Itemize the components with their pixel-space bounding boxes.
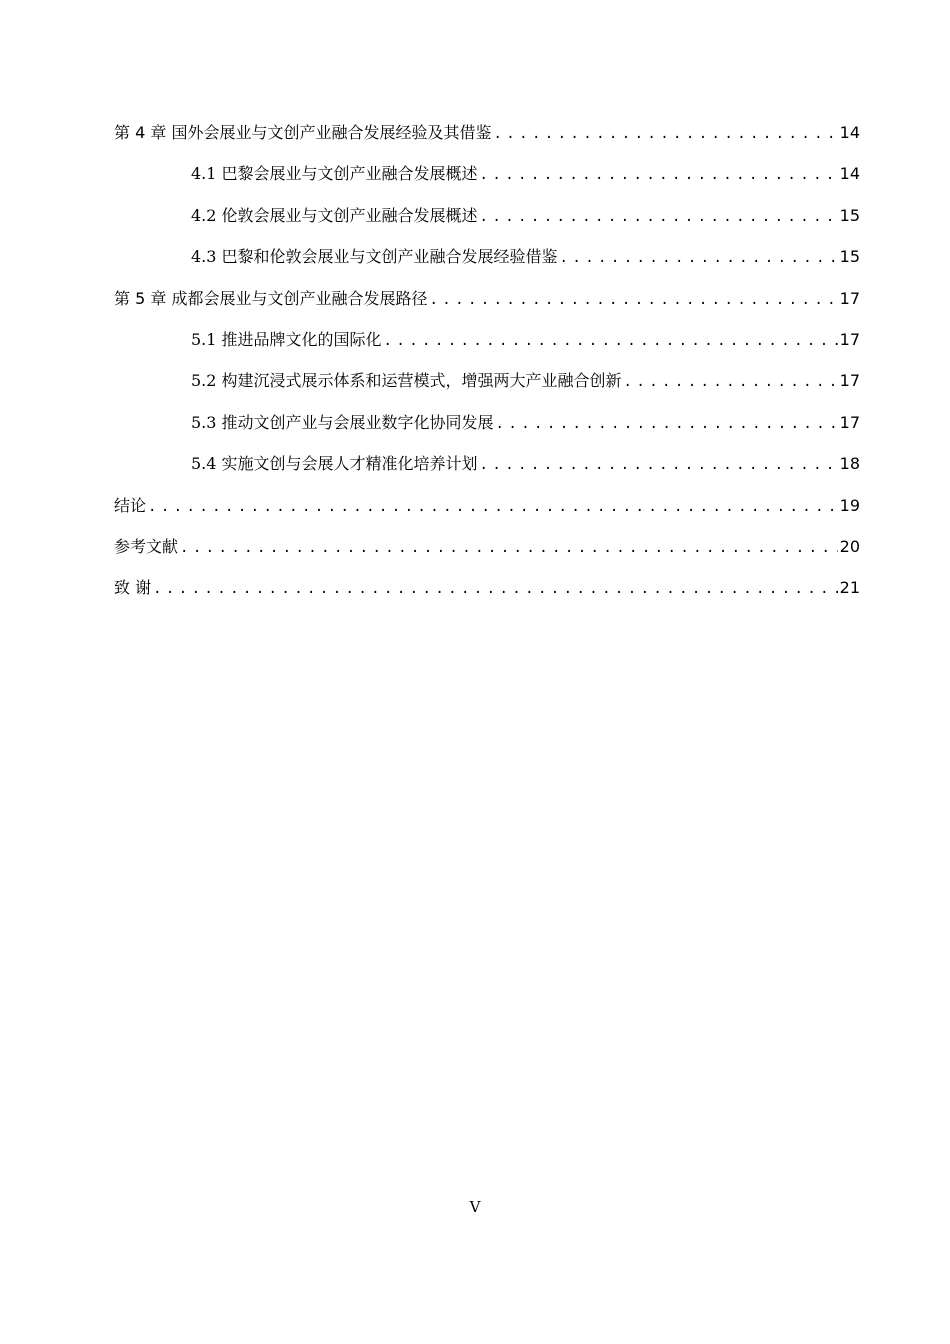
toc-entry-page: 18 [839, 454, 860, 474]
toc-entry-label: 4.2 伦敦会展业与文创产业融合发展概述 [191, 205, 478, 225]
toc-entry-page: 17 [839, 371, 860, 391]
toc-entry-section-5-3[interactable] [114, 402, 860, 443]
toc-dot-leader [496, 404, 838, 445]
toc-entry-label: 4.3 巴黎和伦敦会展业与文创产业融合发展经验借鉴 [191, 247, 558, 267]
toc-entry-label: 4.1 巴黎会展业与文创产业融合发展概述 [191, 164, 478, 184]
toc-dot-leader [429, 280, 837, 321]
footer-page-number: V [469, 1198, 481, 1216]
toc-dot-leader [480, 445, 838, 486]
toc-entry-label: 第 5 章 成都会展业与文创产业融合发展路径 [114, 288, 428, 308]
table-of-contents [114, 112, 860, 609]
toc-entry-label: 第 4 章 国外会展业与文创产业融合发展经验及其借鉴 [114, 123, 492, 142]
toc-entry-section-5-4[interactable] [114, 443, 860, 484]
toc-dot-leader [148, 487, 838, 528]
toc-dot-leader [624, 362, 838, 403]
toc-entry-page: 15 [839, 247, 860, 267]
toc-entry-conclusion[interactable] [114, 485, 860, 526]
toc-entry-page: 14 [839, 123, 860, 142]
toc-entry-section-5-2[interactable] [114, 360, 860, 401]
toc-dot-leader [153, 569, 838, 610]
toc-dot-leader [480, 155, 838, 196]
toc-entry-chapter-4[interactable] [114, 112, 860, 153]
toc-entry-label: 参考文献 [114, 536, 179, 556]
toc-entry-section-5-1[interactable] [114, 319, 860, 360]
toc-dot-leader [180, 528, 838, 569]
toc-entry-page: 19 [839, 495, 860, 515]
toc-entry-section-4-1[interactable] [114, 153, 860, 194]
toc-entry-page: 14 [839, 164, 860, 184]
toc-entry-section-4-2[interactable] [114, 195, 860, 236]
toc-entry-references[interactable] [114, 526, 860, 567]
toc-entry-page: 17 [839, 288, 860, 308]
toc-entry-acknowledgements[interactable] [114, 567, 860, 608]
toc-entry-page: 21 [839, 578, 860, 598]
toc-dot-leader [560, 238, 838, 279]
toc-entry-label: 5.2 构建沉浸式展示体系和运营模式，增强两大产业融合创新 [191, 371, 622, 391]
toc-entry-page: 15 [839, 205, 860, 225]
toc-dot-leader [480, 197, 838, 238]
toc-dot-leader [384, 321, 838, 362]
toc-entry-label: 5.1 推进品牌文化的国际化 [191, 329, 382, 349]
toc-entry-label: 结论 [114, 495, 147, 515]
toc-entry-label: 5.3 推动文创产业与会展业数字化协同发展 [191, 412, 494, 432]
toc-entry-section-4-3[interactable] [114, 236, 860, 277]
toc-entry-chapter-5[interactable] [114, 278, 860, 319]
toc-entry-label: 5.4 实施文创与会展人才精准化培养计划 [191, 454, 478, 474]
toc-dot-leader [493, 114, 837, 155]
toc-entry-page: 17 [839, 412, 860, 432]
toc-entry-page: 17 [839, 329, 860, 349]
toc-entry-page: 20 [839, 536, 860, 556]
toc-entry-label: 致 谢 [114, 578, 152, 598]
